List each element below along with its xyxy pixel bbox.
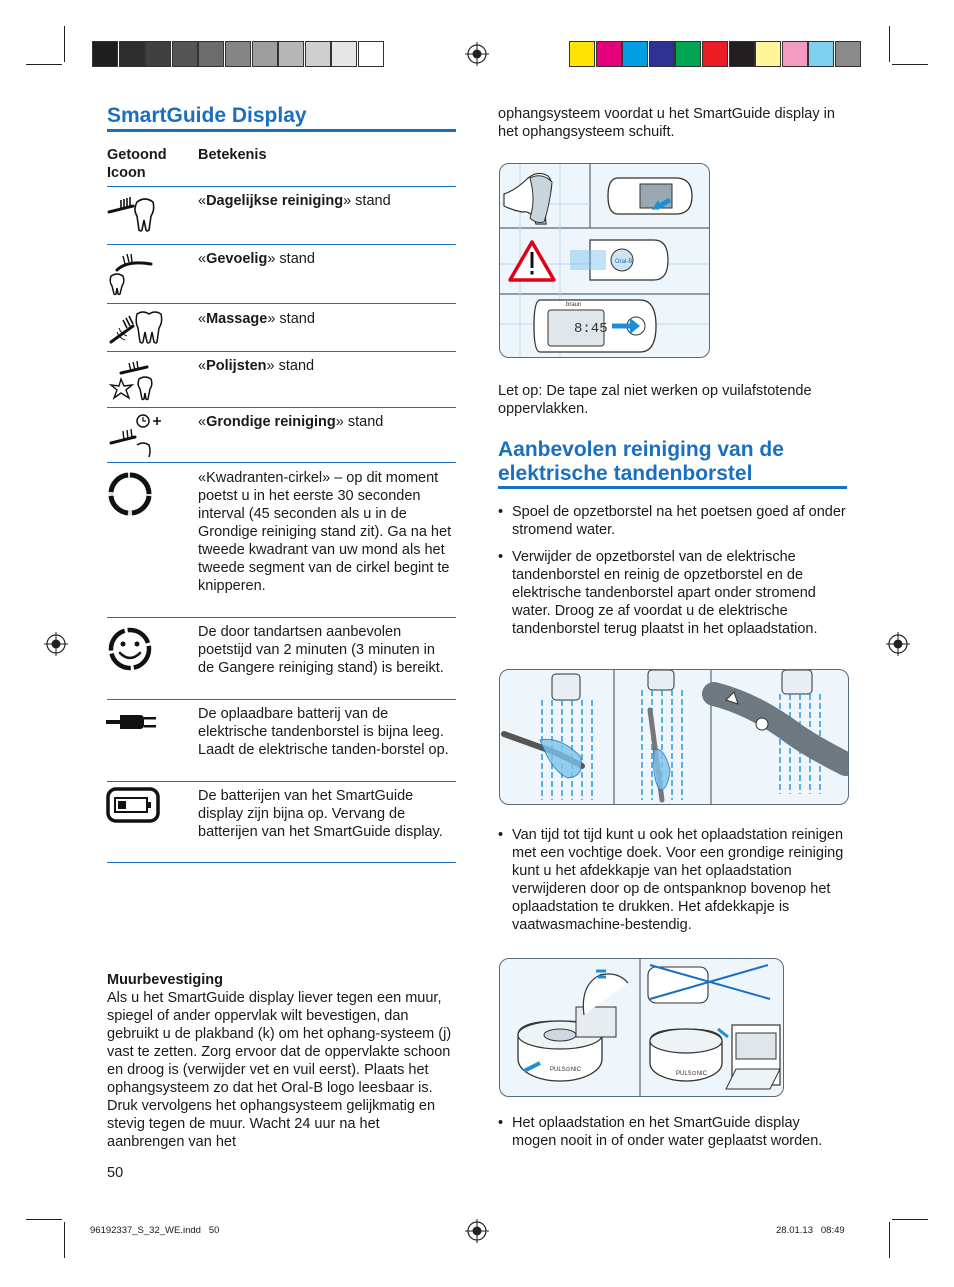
crop-mark (892, 64, 928, 65)
sensitive-mode-icon (107, 250, 155, 296)
color-swatch (755, 41, 781, 67)
table-header-icon: Getoond Icoon (107, 147, 167, 181)
color-swatch (92, 41, 118, 67)
mounting-steps-illustration (499, 163, 710, 358)
color-swatch (172, 41, 198, 67)
cleaning-bullet: • Spoel de opzetborstel na het poetsen goed af onder stromend water. (498, 503, 848, 539)
registration-mark-icon (465, 1219, 489, 1243)
tape-note: Let op: De tape zal niet werken op vuilafstotende oppervlakken. (498, 383, 812, 417)
charger-illustration-art (500, 959, 783, 1096)
row-divider (107, 617, 456, 618)
quadrant-circle-icon (106, 470, 154, 518)
mode-label-deep-clean: «Grondige reiniging» stand (198, 414, 384, 430)
color-swatch (569, 41, 595, 67)
wall-mount-text: Als u het SmartGuide display liever tegen een muur, spiegel of ander oppervlak wilt bevestigen, dan gebruikt u de plakband (k) om het ophang-systeem (j) vast te zetten. Zorg ervoor dat de oppervlakte schoon en droog is (verwijder vet en vuil eerst). Plaats het ophangsysteem zo dat het Oral-B logo leesbaar is. Druk vervolgens het ophangsysteem gelijkmatig en stevig tegen de muur. Wacht 24 uur na het aanbrengen van het (107, 990, 452, 1150)
crop-mark (64, 1222, 65, 1258)
daily-clean-mode-icon (107, 192, 155, 234)
mode-label-sensitive: «Gevoelig» stand (198, 251, 315, 267)
color-swatch (649, 41, 675, 67)
wall-mount-continuation: ophangsysteem voordat u het SmartGuide display in het ophangsysteem schuift. (498, 106, 835, 140)
rinsing-illustration (499, 669, 849, 805)
color-swatch (278, 41, 304, 67)
crop-mark (26, 1219, 62, 1220)
mode-label-massage: «Massage» stand (198, 311, 315, 327)
page-number: 50 (107, 1165, 124, 1181)
svg-text:Oral-B: Oral-B (615, 259, 633, 265)
quadrant-circle-description: «Kwadranten-cirkel» – op dit moment poetst u in het eerste 30 seconden interval (45 seconden als u in de Grondige reiniging stand zit). Ga na het tweede kwadrant van uw mond als het tweede segment van de cirkel begint te knipperen. (198, 470, 452, 594)
color-swatch (782, 41, 808, 67)
footer-file-name: 96192337_S_32_WE.indd 50 (90, 1225, 220, 1236)
color-swatch (675, 41, 701, 67)
charger-plug-description: De oplaadbare batterij van de elektrische tandenborstel is bijna leeg. Laadt de elektrische tanden-borstel op. (198, 706, 449, 758)
crop-mark (892, 1219, 928, 1220)
color-swatch (808, 41, 834, 67)
color-swatch (225, 41, 251, 67)
color-swatch (358, 41, 384, 67)
crop-mark (64, 26, 65, 62)
row-divider (107, 462, 456, 463)
section-title-cleaning: Aanbevolen reiniging van de elektrische tandenborstel (498, 438, 784, 485)
footer-date-time: 28.01.13 08:49 (776, 1225, 845, 1236)
row-divider (107, 781, 456, 782)
mode-label-polish: «Polijsten» stand (198, 358, 315, 374)
color-swatch (622, 41, 648, 67)
row-divider (107, 303, 456, 304)
crop-mark (889, 1222, 890, 1258)
battery-low-icon (106, 787, 162, 823)
cleaning-bullet: • Verwijder de opzetborstel van de elektrische tandenborstel en reinig de opzetborstel en de elektrische tandenborstel apart onder stromend water. Droog ze af voordat u de elektrische tandenborstel terug plaatst in het oplaadstation. (498, 548, 848, 638)
row-divider (107, 351, 456, 352)
row-divider (107, 186, 456, 187)
charger-brand-text: PULS⊙NIC (550, 1067, 582, 1073)
polish-mode-icon (107, 357, 157, 403)
crop-mark (889, 26, 890, 62)
registration-mark-icon (465, 42, 489, 66)
wall-mount-heading: Muurbevestiging (107, 972, 224, 988)
display-time-text: 8:45 (574, 321, 608, 337)
mounting-illustration (500, 164, 709, 357)
registration-mark-icon (44, 632, 68, 656)
svg-text:PULS⊙NIC: PULS⊙NIC (676, 1071, 708, 1077)
row-divider (107, 407, 456, 408)
display-brand-text: braun (566, 302, 582, 308)
color-swatch (835, 41, 861, 67)
deep-clean-mode-icon (107, 411, 163, 457)
title-underline (107, 129, 456, 132)
color-swatch (331, 41, 357, 67)
massage-mode-icon (107, 308, 163, 348)
smiley-description: De door tandartsen aanbevolen poetstijd van 2 minuten (3 minuten in de Gangere reiniging stand) is bereikt. (198, 624, 444, 676)
rinsing-illustration-art (500, 670, 848, 804)
mode-label-daily: «Dagelijkse reiniging» stand (198, 193, 391, 209)
battery-low-description: De batterijen van het SmartGuide display zijn bijna op. Vervang de batterijen van het SmartGuide display. (198, 788, 443, 840)
registration-mark-icon (886, 632, 910, 656)
color-swatch (252, 41, 278, 67)
row-divider (107, 699, 456, 700)
color-swatch (305, 41, 331, 67)
crop-mark (26, 64, 62, 65)
color-swatch (119, 41, 145, 67)
row-divider (107, 862, 456, 863)
charger-cleaning-illustration (499, 958, 784, 1097)
color-swatch (729, 41, 755, 67)
color-swatch (702, 41, 728, 67)
page-title: SmartGuide Display (107, 104, 307, 127)
cleaning-bullet: • Van tijd tot tijd kunt u ook het oplaadstation reinigen met een vochtige doek. Voor een grondige reiniging kunt u het afdekkapje van het oplaadstation verwijderen door op de ontspanknop bovenop het oplaadstation te drukken. Het afdekkapje is vaatwasmachine-bestendig. (498, 826, 848, 934)
cleaning-bullet: • Het oplaadstation en het SmartGuide display mogen nooit in of onder water geplaatst worden. (498, 1114, 848, 1150)
color-swatch (198, 41, 224, 67)
section-underline (498, 486, 847, 489)
color-swatch (145, 41, 171, 67)
smiley-icon (106, 625, 154, 673)
charger-plug-icon (106, 708, 160, 738)
color-swatch (596, 41, 622, 67)
row-divider (107, 244, 456, 245)
table-header-meaning: Betekenis (198, 147, 267, 163)
